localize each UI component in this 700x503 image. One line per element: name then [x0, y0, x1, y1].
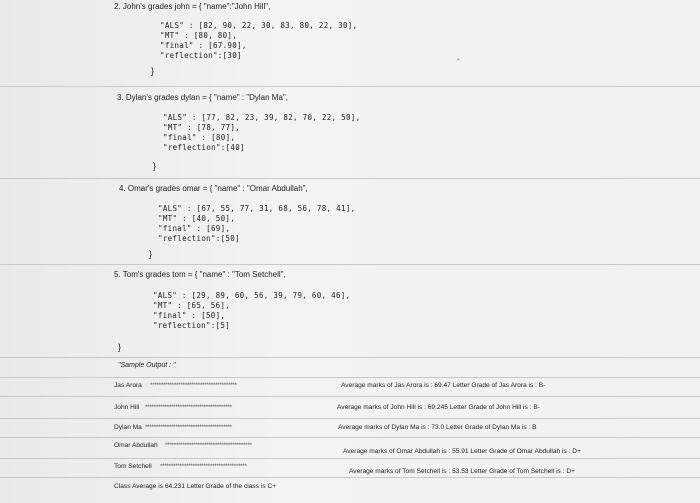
- code-line: "MT" : [40, 50],: [158, 214, 236, 223]
- average-text: Average marks of John Hill is : 69.245 Letter Grade of John Hill is : B-: [337, 404, 540, 411]
- closing-brace: }: [118, 342, 122, 352]
- divider: [0, 178, 700, 179]
- divider: [0, 418, 700, 419]
- star-separator: ****************************************: [150, 382, 237, 389]
- average-text: Average marks of Jas Arora is : 69.47 Letter Grade of Jas Arora is : B-: [341, 382, 546, 389]
- code-line: "ALS" : [82, 90, 22, 30, 83, 80, 22, 30],: [160, 21, 358, 30]
- sample-output-label: "Sample Output : ": [118, 362, 176, 369]
- code-line: "MT" : [80, 80],: [160, 31, 238, 40]
- average-text: Average marks of Omar Abdullah is : 55.91 Letter Grade of Omar Abdullah is : D+: [343, 448, 581, 455]
- section-heading-tom: 5. Tom's grades tom = { "name" : "Tom Setchell",: [114, 270, 286, 279]
- average-text: Average marks of Tom Setchell is : 53.53 Letter Grade of Tom Setchell is : D+: [349, 468, 575, 475]
- code-line: "reflection":[30]: [160, 51, 242, 60]
- section-heading-omar: 4. Omar's grades omar = { "name" : "Omar Abdullah",: [119, 184, 308, 193]
- output-row: [0, 439, 700, 453]
- code-line: "reflection":[5]: [153, 321, 231, 330]
- section-heading-john: 2. John's grades john = { "name":"John Hill",: [114, 2, 271, 11]
- closing-brace: }: [149, 249, 153, 259]
- student-name: John Hill: [114, 404, 140, 411]
- code-line: "ALS" : [77, 82, 23, 39, 82, 70, 22, 50],: [163, 113, 361, 122]
- divider: [0, 264, 700, 265]
- star-separator: ****************************************: [160, 463, 247, 470]
- divider: [0, 437, 700, 438]
- student-name: Tom Setchell: [114, 463, 152, 470]
- student-name: Jas Arora: [114, 382, 142, 389]
- code-line: "final" : [69],: [158, 224, 231, 233]
- code-line: "ALS" : [29, 89, 60, 56, 39, 79, 60, 46],: [153, 291, 351, 300]
- section-heading-dylan: 3. Dylan's grades dylan = { "name" : "Dylan Ma",: [117, 93, 288, 102]
- divider: [0, 458, 700, 459]
- output-row: [0, 401, 700, 415]
- output-row: [0, 460, 700, 474]
- output-row: [0, 379, 700, 393]
- code-line: "reflection":[40]: [163, 143, 245, 152]
- divider: [0, 86, 700, 87]
- student-name: Dylan Ma: [114, 424, 142, 431]
- closing-brace: }: [153, 161, 157, 171]
- code-line: "MT" : [78, 77],: [163, 123, 241, 132]
- closing-brace: }: [151, 66, 155, 76]
- class-average-text: Class Average is 64.231 Letter Grade of the class is C+: [114, 483, 277, 490]
- code-line: "ALS" : [67, 55, 77, 31, 68, 56, 78, 41],: [158, 204, 356, 213]
- code-line: "final" : [50],: [153, 311, 226, 320]
- code-line: "final" : [67.90],: [160, 41, 247, 50]
- code-line: "reflection":[50]: [158, 234, 240, 243]
- cursor-mark: •: [457, 57, 460, 64]
- code-line: "final" : [80],: [163, 133, 236, 142]
- divider: [0, 477, 700, 478]
- star-separator: ****************************************: [165, 442, 252, 449]
- divider: [0, 357, 700, 358]
- output-row: [0, 421, 700, 435]
- average-text: Average marks of Dylan Ma is : 73.0 Letter Grade of Dylan Ma is : B: [338, 424, 537, 431]
- divider: [0, 396, 700, 397]
- star-separator: ****************************************: [145, 424, 232, 431]
- student-name: Omar Abdullah: [114, 442, 158, 449]
- class-average-row: [0, 480, 700, 494]
- divider: [0, 377, 700, 378]
- code-line: "MT" : [65, 56],: [153, 301, 231, 310]
- star-separator: ****************************************: [145, 404, 232, 411]
